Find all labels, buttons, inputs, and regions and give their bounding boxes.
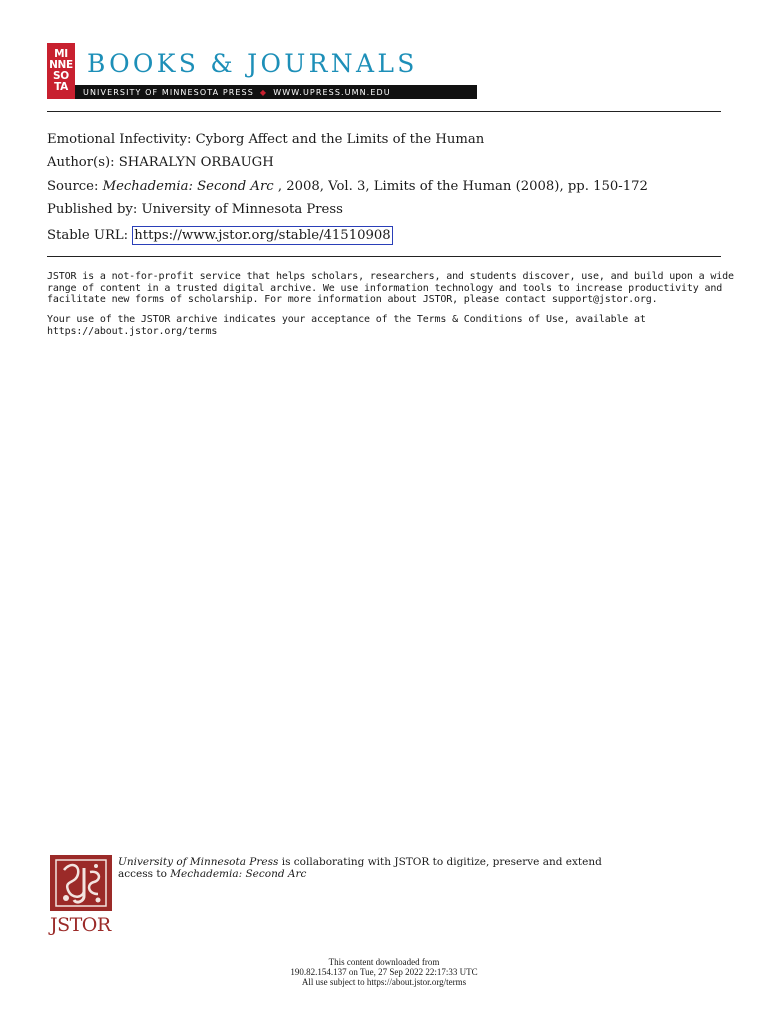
banner-strip — [75, 85, 477, 99]
jstor-emblem-icon — [50, 855, 112, 911]
publisher-line — [47, 201, 343, 218]
collab-line — [118, 856, 602, 868]
logo-box-line: NNE — [49, 59, 73, 71]
stable-url-line — [47, 227, 393, 244]
download-line: This content downloaded from — [328, 957, 440, 967]
download-notice — [0, 957, 768, 987]
logo-box-line: SO — [53, 70, 69, 82]
logo-box-line: TA — [54, 81, 68, 93]
article-title: Emotional Infectivity: Cyborg Affect and the Limits of the Human — [47, 132, 485, 147]
banner-title: BOOKS & JOURNALS — [87, 49, 418, 78]
collab-access: access to — [118, 868, 171, 880]
banner-strip-publisher: UNIVERSITY OF MINNESOTA PRESS — [83, 87, 254, 97]
author-label: Author(s): — [47, 155, 119, 170]
author-name: SHARALYN ORBAUGH — [118, 155, 274, 170]
logo-box-line: MI — [54, 48, 68, 60]
collab-journal: Mechademia: Second Arc — [170, 868, 307, 880]
terms-link[interactable]: https://about.jstor.org/terms — [47, 325, 218, 337]
jstor-emblem-graphic — [54, 858, 108, 908]
download-line: 190.82.154.137 on Tue, 27 Sep 2022 22:17:33 UTC — [290, 967, 478, 977]
bottom-divider — [47, 256, 721, 257]
notice-line: range of content in a trusted digital archive. We use information technology and tools to increase productivity and — [47, 282, 723, 294]
stable-url-label: Stable URL: — [47, 228, 133, 243]
top-divider — [47, 111, 721, 112]
author-line — [47, 154, 274, 171]
minnesota-logo-box — [47, 43, 75, 99]
publisher-label: Published by: — [47, 202, 142, 217]
publisher-name: University of Minnesota Press — [141, 202, 343, 217]
source-line — [47, 178, 648, 195]
terms-paragraph — [47, 314, 727, 337]
collab-text: is collaborating with JSTOR to digitize, preserve and extend — [278, 856, 602, 868]
jstor-logo-wordmark: JSTOR — [50, 914, 111, 936]
jstor-logo — [50, 855, 112, 935]
notice-line: facilitate new forms of scholarship. For more information about JSTOR, please contact support@jstor.org. — [47, 294, 658, 305]
publisher-banner — [47, 43, 477, 101]
download-line: All use subject to https://about.jstor.org/terms — [301, 977, 467, 987]
source-details: , 2008, Vol. 3, Limits of the Human (2008), pp. 150-172 — [273, 179, 648, 194]
stable-url-link[interactable]: https://www.jstor.org/stable/41510908 — [134, 228, 391, 243]
source-journal: Mechademia: Second Arc — [102, 179, 274, 194]
diamond-icon: ◆ — [259, 87, 268, 97]
source-label: Source: — [47, 179, 103, 194]
collab-publisher: University of Minnesota Press — [118, 856, 279, 868]
jstor-notice-paragraph — [47, 271, 734, 306]
banner-strip-website: WWW.UPRESS.UMN.EDU — [273, 87, 391, 97]
collaboration-notice — [118, 856, 602, 880]
terms-line: Your use of the JSTOR archive indicates your acceptance of the Terms & Conditions of Use, available at — [47, 314, 646, 325]
notice-line: JSTOR is a not-for-profit service that helps scholars, researchers, and students discover, use, and build upon a wide — [47, 271, 734, 282]
collab-line — [118, 868, 602, 880]
